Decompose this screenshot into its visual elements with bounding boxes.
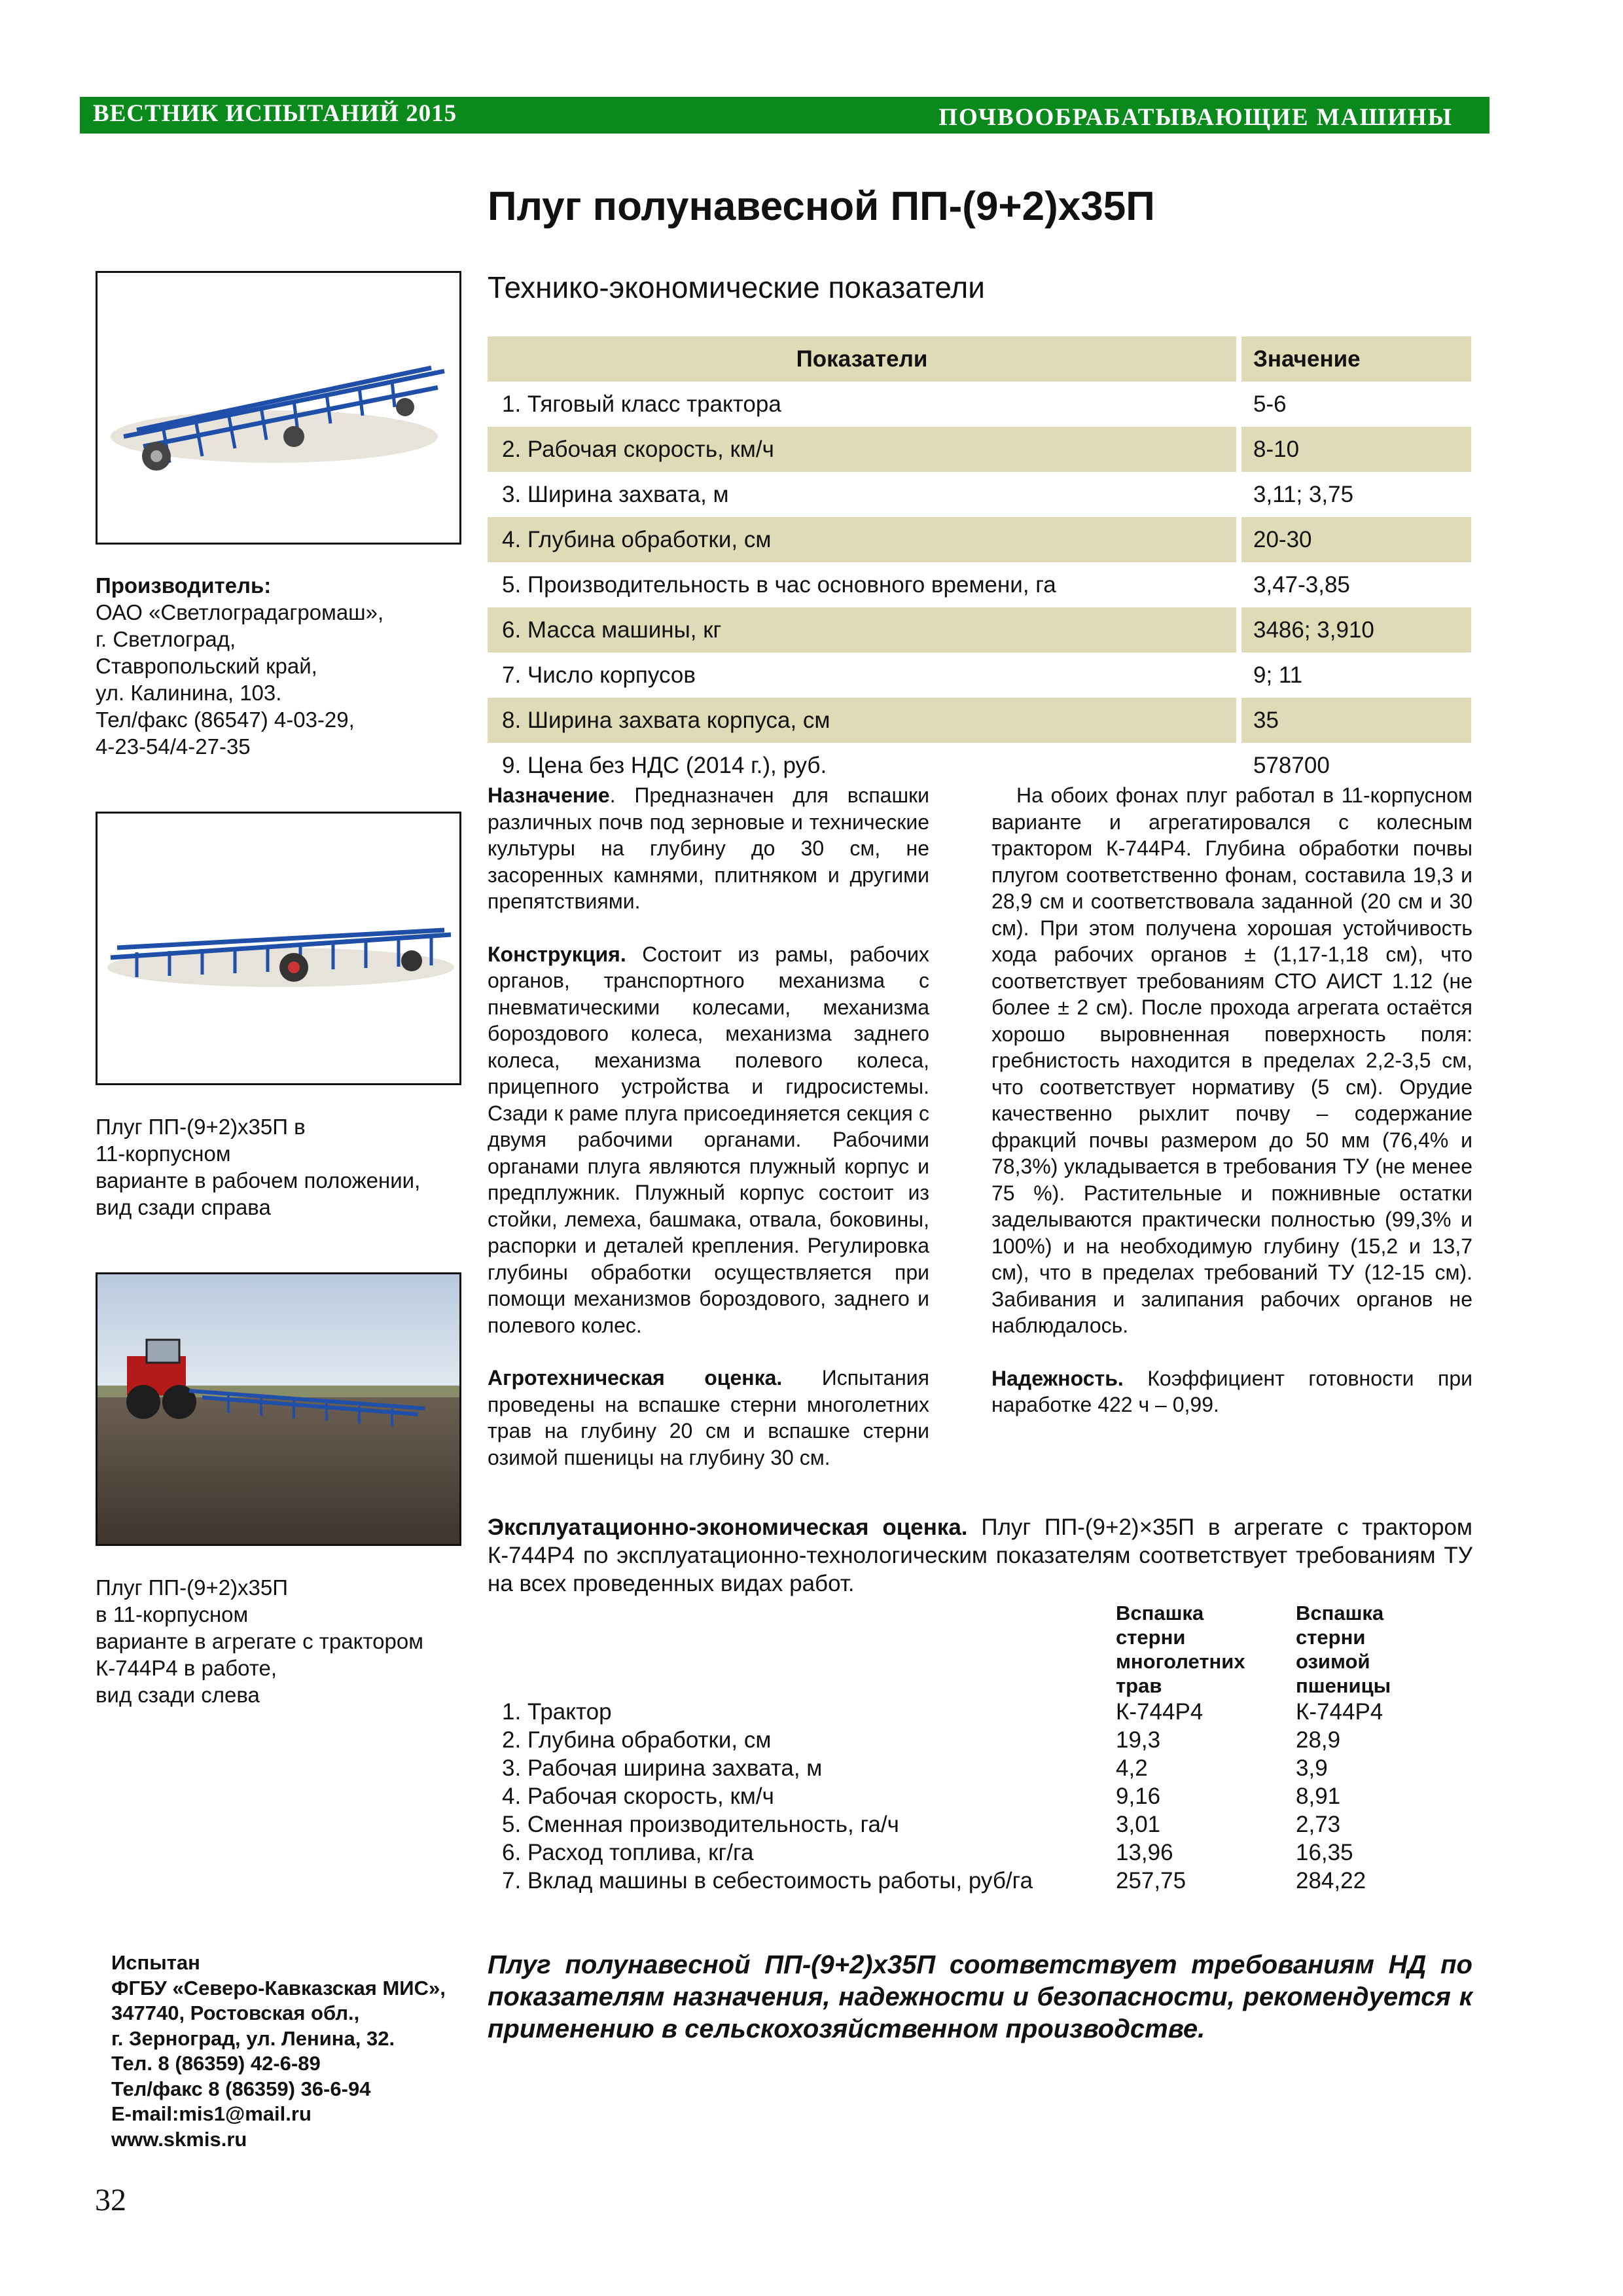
manufacturer-line: Тел/факс (86547) 4-03-29, (96, 708, 355, 732)
econ-col2-header (1296, 1601, 1423, 1698)
manufacturer-block (96, 572, 462, 760)
row-label: 4. Глубина обработки, см (488, 517, 1239, 562)
purpose-heading: Назначение (488, 783, 610, 807)
agro-text: Испытания проведены на вспашке стерни многолетних трав на глубину 20 см и вспашке стерни озимой пшеницы на глубину 30 см. (488, 1366, 929, 1469)
right-text-column (991, 782, 1472, 1444)
col-indicator-header: Показатели (488, 336, 1239, 382)
row-value: 578700 (1239, 743, 1471, 788)
row-value: 3,11; 3,75 (1239, 472, 1471, 517)
caption-line: К-744Р4 в работе, (96, 1656, 277, 1680)
table-row (488, 427, 1471, 472)
header-line: озимой (1296, 1650, 1370, 1673)
table-row (488, 607, 1471, 653)
row-value-2: 16,35 (1296, 1840, 1353, 1865)
purpose-paragraph (488, 782, 929, 915)
row-value: 20-30 (1239, 517, 1471, 562)
plow-rear-view-image (98, 814, 459, 1083)
construction-paragraph (488, 941, 929, 1339)
row-value-1: 257,75 (1116, 1868, 1186, 1893)
row-value-1: 4,2 (1116, 1755, 1148, 1781)
row-value-2: 2,73 (1296, 1812, 1341, 1837)
header-line: Вспашка (1116, 1602, 1204, 1624)
row-label: 3. Рабочая ширина захвата, м (502, 1755, 823, 1781)
header-bar (80, 97, 1489, 134)
manufacturer-line: ул. Калинина, 103. (96, 681, 282, 705)
construction-heading: Конструкция. (488, 942, 626, 966)
row-label: 2. Глубина обработки, см (502, 1727, 772, 1753)
spec-subtitle: Технико-экономические показатели (488, 270, 985, 304)
row-label: 7. Число корпусов (502, 662, 696, 688)
caption-line: 11-корпусном (96, 1141, 231, 1166)
row-value: 3,47-3,85 (1239, 562, 1471, 607)
manufacturer-line: 4-23-54/4-27-35 (96, 734, 251, 759)
row-value-1: К-744Р4 (1116, 1699, 1204, 1725)
row-label: 1. Трактор (502, 1699, 612, 1725)
table-row (488, 1839, 1423, 1867)
tested-block (111, 1950, 446, 2152)
row-value-2: 284,22 (1296, 1868, 1366, 1893)
econ-heading: Эксплуатационно-экономическая оценка. (488, 1515, 968, 1540)
row-label: 5. Сменная производительность, га/ч (502, 1812, 899, 1837)
row-value-2: 3,9 (1296, 1755, 1328, 1781)
row-label: 9. Цена без НДС (2014 г.), руб. (502, 752, 827, 778)
econ-paragraph (488, 1513, 1472, 1598)
row-label: 6. Масса машины, кг (488, 607, 1239, 653)
manufacturer-line: г. Светлоград, (96, 627, 236, 651)
caption-line: Плуг ПП-(9+2)х35П (96, 1575, 288, 1600)
row-label: 5. Производительность в час основного времени, га (502, 571, 1056, 598)
tested-line: г. Зерноград, ул. Ленина, 32. (111, 2026, 395, 2050)
row-value-2: 28,9 (1296, 1727, 1341, 1753)
econ-table (488, 1601, 1423, 1895)
reliability-paragraph (991, 1365, 1472, 1418)
purpose-text: . Предназначен для вспашки различных почв под зерновые и технические культуры на глубину до 30 см, не засоренных камнями, плитняком и другими препятствиями. (488, 783, 929, 913)
caption-line: вид сзади справа (96, 1195, 271, 1219)
manufacturer-line: Ставропольский край, (96, 654, 317, 678)
table-row (488, 698, 1471, 743)
construction-text: Состоит из рамы, рабочих органов, транспортного механизма с пневматическими колесами, механизма бороздового колеса, механизма заднего колеса, механизма полевого колеса, прицепного устройства и гидросистемы. Сзади к раме плуга присоединяется секция с двумя рабочими органами. Рабочими органами плуга являются плужный корпус и предплужник. Плужный корпус состоит из стойки, лемеха, башмака, отвала, боковины, распорки и деталей крепления. Регулировка глубины обработки осуществляется при помощи механизмов бороздового, заднего и полевого колес. (488, 942, 929, 1337)
conclusion: Плуг полунавесной ПП-(9+2)х35П соответствует требованиям НД по показателям назначения, надежности и безопасности, рекомендуется к применению в сельскохозяйственном производстве. (488, 1950, 1472, 2043)
row-value-2: 8,91 (1296, 1784, 1341, 1809)
table-row (488, 517, 1471, 562)
photo3-caption (96, 1574, 488, 1708)
reliability-text: Коэффициент готовности при наработке 422 ч – 0,99. (991, 1366, 1472, 1416)
section-title: ПОЧВООБРАБАТЫВАЮЩИЕ МАШИНЫ (938, 104, 1453, 131)
header-line: стерни (1116, 1626, 1186, 1649)
table-row (488, 1754, 1423, 1782)
row-value: 5-6 (1239, 382, 1471, 427)
caption-line: Плуг ПП-(9+2)х35П в (96, 1115, 306, 1139)
left-text-column (488, 782, 929, 1497)
table-row (488, 1698, 1423, 1726)
header-line: пшеницы (1296, 1674, 1391, 1697)
header-line: многолетних (1116, 1650, 1245, 1673)
header-line: стерни (1296, 1626, 1366, 1649)
row-label: 8. Ширина захвата корпуса, см (488, 698, 1239, 743)
table-row (488, 1782, 1423, 1810)
table-row (488, 1867, 1423, 1895)
caption-line: в 11-корпусном (96, 1602, 249, 1626)
caption-line: варианте в агрегате с трактором (96, 1629, 423, 1653)
tested-email: E-mail:mis1@mail.ru (111, 2102, 312, 2125)
row-value-2: К-744Р4 (1296, 1699, 1383, 1725)
row-value: 9; 11 (1239, 653, 1471, 698)
spec-table-header (488, 336, 1471, 382)
econ-header-blank (488, 1601, 1116, 1698)
econ-col1-header (1116, 1601, 1296, 1698)
tested-line: ФГБУ «Северо-Кавказская МИС», (111, 1976, 446, 2000)
tested-line: 347740, Ростовская обл., (111, 2001, 360, 2024)
row-value-1: 9,16 (1116, 1784, 1161, 1809)
tested-website: www.skmis.ru (111, 2127, 247, 2151)
table-row (488, 653, 1471, 698)
row-value-1: 19,3 (1116, 1727, 1161, 1753)
econ-table-header (488, 1601, 1423, 1698)
col-value-header: Значение (1239, 336, 1471, 382)
row-label: 2. Рабочая скорость, км/ч (488, 427, 1239, 472)
row-label: 3. Ширина захвата, м (502, 481, 729, 507)
photo2-caption (96, 1113, 475, 1221)
header-line: трав (1116, 1674, 1162, 1697)
header-line: Вспашка (1296, 1602, 1384, 1624)
manufacturer-heading: Производитель: (96, 573, 272, 598)
page-title: Плуг полунавесной ПП-(9+2)х35П (488, 184, 1155, 229)
table-row (488, 743, 1471, 788)
row-label: 1. Тяговый класс трактора (502, 391, 781, 417)
row-label: 6. Расход топлива, кг/га (502, 1840, 754, 1865)
table-row (488, 382, 1471, 427)
caption-line: варианте в рабочем положении, (96, 1168, 421, 1193)
table-row (488, 1726, 1423, 1754)
row-value: 8-10 (1239, 427, 1471, 472)
plow-side-view-image (98, 273, 459, 543)
manufacturer-line: ОАО «Светлоградагромаш», (96, 600, 384, 624)
journal-title: ВЕСТНИК ИСПЫТАНИЙ 2015 (93, 100, 457, 127)
row-label: 7. Вклад машины в себестоимость работы, руб/га (502, 1868, 1033, 1893)
econ-text: Плуг ПП-(9+2)×35П в агрегате с трактором К-744Р4 по эксплуатационно-технологическим показателям соответствует требованиям ТУ на всех проведенных видах работ. (488, 1515, 1472, 1596)
row-value-1: 13,96 (1116, 1840, 1173, 1865)
table-row (488, 562, 1471, 607)
tested-line: Тел. 8 (86359) 42-6-89 (111, 2052, 321, 2075)
spec-table (488, 336, 1471, 788)
table-row (488, 472, 1471, 517)
plow-photo-3 (96, 1272, 461, 1546)
row-value-1: 3,01 (1116, 1812, 1161, 1837)
reliability-heading: Надежность. (991, 1366, 1124, 1390)
agro-paragraph (488, 1365, 929, 1471)
tractor-field-image (98, 1274, 459, 1544)
agro-heading: Агротехническая оценка. (488, 1366, 783, 1390)
agro-continuation: На обоих фонах плуг работал в 11-корпусном варианте и агрегатировался с колесным трактором К-744Р4. Глубина обработки почвы плугом соответственно фонам, составила 19,3 и 28,9 см и соответствовала заданной (20 см и 30 см). При этом получена хорошая устойчивость хода рабочих органов ± (1,17-1,18 см), что соответствует требованиям СТО АИСТ 1.12 (не более ± 2 см). После прохода агрегата остаётся хорошо выровненная поверхность поля: гребнистость находится в пределах 2,2-3,5 см, что соответствует нормативу (5 см). Орудие качественно рыхлит почву – содержание фракций почвы размером до 50 мм (76,4% и 78,3%) укладывается в требования ТУ (не менее 75 %). Растительные и пожнивные остатки заделываются практически полностью (99,3% и 100%) и на необходимую глубину (15,2 и 13,7 см), что в пределах требований ТУ (12-15 см). Забивания и залипания рабочих органов не наблюдалось. (991, 783, 1472, 1337)
table-row (488, 1810, 1423, 1839)
plow-photo-1 (96, 271, 461, 545)
page-number: 32 (95, 2183, 126, 2217)
plow-photo-2 (96, 812, 461, 1085)
row-value: 35 (1239, 698, 1471, 743)
tested-heading: Испытан (111, 1951, 200, 1974)
tested-line: Тел/факс 8 (86359) 36-6-94 (111, 2077, 371, 2100)
row-value: 3486; 3,910 (1239, 607, 1471, 653)
caption-line: вид сзади слева (96, 1683, 260, 1707)
row-label: 4. Рабочая скорость, км/ч (502, 1784, 774, 1809)
